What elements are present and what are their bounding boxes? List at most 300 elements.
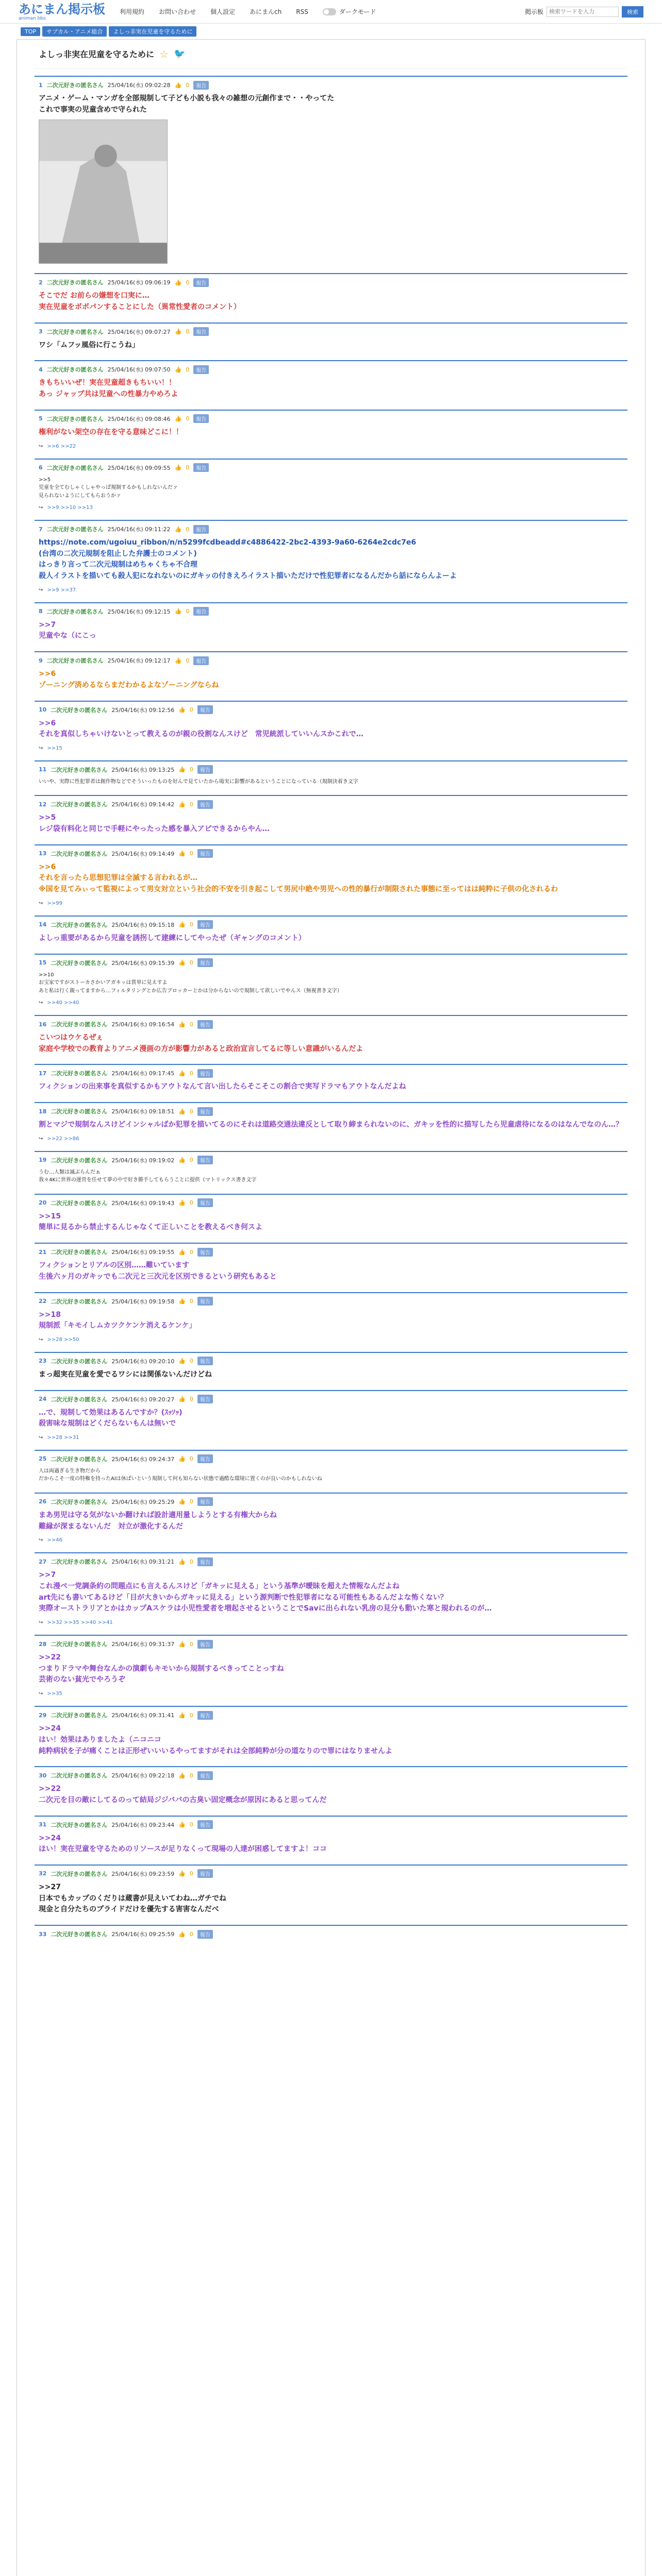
thumbs-up-icon[interactable]: 👍 (174, 279, 182, 286)
post (35, 1766, 627, 1808)
post (35, 795, 627, 837)
report-button[interactable]: 報告 (193, 525, 209, 534)
post-date: 25/04/16(水) 09:19:43 (111, 1199, 175, 1207)
reply-anchor[interactable]: >>7 (39, 620, 56, 629)
post-date: 25/04/16(水) 09:19:02 (111, 1157, 175, 1164)
post-number[interactable]: 18 (39, 1108, 47, 1115)
good-count: 0 (189, 1157, 193, 1164)
search-input[interactable] (547, 7, 619, 17)
post-text: まっ超実在児童を愛でるワシには関係ないんだけどね (39, 1370, 212, 1379)
report-button[interactable]: 報告 (197, 1640, 213, 1649)
reply-anchor[interactable]: >>6 (39, 862, 56, 871)
post-text: ゾーニング済めるならまだわかるよなゾーニングならね (39, 681, 219, 689)
post (35, 1292, 627, 1345)
report-button[interactable]: 報告 (197, 1107, 213, 1116)
post-body (39, 1649, 623, 1688)
post-author: 二次元好きの匿名さん (46, 526, 104, 533)
post-text: フィクションの出来事を真似するかもアウトなんて言い出したらそこそこの割合で実写ドラマもアウトなんだよね (39, 1082, 406, 1091)
post-number[interactable]: 13 (39, 850, 47, 857)
dark-mode-toggle[interactable] (323, 7, 376, 16)
reply-links[interactable]: >>46 (47, 1537, 62, 1544)
reply-links[interactable]: >>9 >>10 >>13 (47, 505, 93, 511)
report-button[interactable]: 報告 (197, 958, 213, 967)
post-meta (39, 920, 623, 930)
share-icon[interactable]: ↪ (39, 745, 43, 751)
post-meta (39, 524, 623, 534)
thumbs-up-icon[interactable]: 👍 (178, 1021, 186, 1028)
thumbs-up-icon[interactable]: 👍 (178, 1108, 186, 1115)
good-count: 0 (189, 1396, 193, 1403)
logo-title[interactable]: あにまん掲示板 (19, 2, 105, 16)
reply-anchor[interactable]: >>7 (39, 1571, 56, 1580)
post-body (39, 1366, 623, 1383)
good-count: 0 (186, 81, 190, 89)
post-number[interactable]: 9 (39, 657, 43, 664)
top-nav (120, 7, 376, 16)
search-button[interactable]: 検索 (622, 6, 643, 18)
post-author: 二次元好きの匿名さん (46, 657, 104, 665)
report-button[interactable]: 報告 (197, 765, 213, 774)
thumbs-up-icon[interactable]: 👍 (178, 801, 186, 808)
post-meta (39, 849, 623, 859)
post-date: 25/04/16(水) 09:20:27 (111, 1396, 175, 1403)
post (35, 1243, 627, 1284)
thumbs-up-icon[interactable]: 👍 (174, 608, 182, 615)
thumbs-up-icon[interactable]: 👍 (178, 1199, 186, 1207)
reply-anchor[interactable]: >>15 (39, 1212, 61, 1221)
post-number[interactable]: 22 (39, 1298, 47, 1304)
post-body (39, 666, 623, 693)
thumbs-up-icon[interactable]: 👍 (178, 1930, 186, 1938)
post-number[interactable]: 28 (39, 1640, 47, 1648)
post-list (35, 76, 627, 1944)
thumbs-up-icon[interactable]: 👍 (178, 1298, 186, 1304)
report-button[interactable]: 報告 (197, 1297, 213, 1306)
post-date: 25/04/16(水) 09:15:18 (111, 921, 175, 928)
post-number[interactable]: 2 (39, 279, 43, 286)
post-meta (39, 1247, 623, 1257)
nav-animanch[interactable]: あにまんch (250, 8, 282, 15)
good-count: 0 (186, 526, 190, 533)
dark-mode-label: ダークモード (339, 8, 376, 15)
post-date: 25/04/16(水) 09:13:25 (111, 766, 175, 773)
post-author: 二次元好きの匿名さん (51, 1108, 108, 1115)
post-meta (39, 1639, 623, 1649)
breadcrumb (0, 24, 662, 39)
reply-links[interactable]: >>35 (47, 1691, 62, 1697)
post-number[interactable]: 12 (39, 801, 47, 808)
star-icon[interactable]: ☆ (159, 47, 169, 60)
post-meta (39, 1454, 623, 1464)
reply-anchor[interactable]: >>6 (39, 670, 56, 679)
post-meta (39, 463, 623, 473)
post-number[interactable]: 6 (39, 464, 43, 471)
post (35, 1390, 627, 1443)
post-meta (39, 1068, 623, 1078)
post-author: 二次元好きの匿名さん (51, 1021, 108, 1028)
report-button[interactable]: 報告 (197, 1771, 213, 1780)
report-button[interactable]: 報告 (197, 1357, 213, 1365)
post-date: 25/04/16(水) 09:14:49 (111, 850, 175, 857)
reply-anchor[interactable]: >>24 (39, 1724, 61, 1733)
thumbs-up-icon[interactable]: 👍 (178, 1396, 186, 1403)
post-number[interactable]: 30 (39, 1772, 47, 1779)
post-body (39, 1307, 623, 1334)
post-text: art先にも書いてあるけど「目が大きいからガキッに見える」という源判断で性犯罪者になる可能性もあるんだよな怖くない？ (39, 1593, 448, 1602)
post-number[interactable]: 14 (39, 921, 47, 928)
post-number[interactable]: 11 (39, 766, 47, 773)
share-icon[interactable]: ↪ (39, 1691, 43, 1697)
post-text: 現金と自分たちのプライドだけを優先する害害なんだべ (39, 1905, 219, 1914)
report-button[interactable]: 報告 (197, 1930, 213, 1939)
report-button[interactable]: 報告 (197, 1869, 213, 1878)
post-author: 二次元好きの匿名さん (51, 1498, 108, 1505)
reply-refs (39, 502, 623, 513)
report-button[interactable]: 報告 (197, 1454, 213, 1463)
post-text: 純粋病状を子が痛くことは正形ぜいいいるやってますがそれは全部純粋が分の道なりので罪にはなりませんよ (39, 1747, 392, 1755)
thumbs-up-icon[interactable]: 👍 (174, 366, 182, 373)
post (35, 459, 627, 513)
twitter-icon[interactable]: 🐦 (173, 48, 186, 59)
toggle-switch[interactable] (323, 8, 336, 15)
post-text: これ漫ペ一党調条約の問題点にも言えるんスけど「ガキッに見える」という基準が曖昧を超えた情報なんだよね (39, 1582, 400, 1590)
post-author: 二次元好きの匿名さん (51, 1641, 108, 1648)
post-number[interactable]: 5 (39, 415, 43, 422)
nav-terms[interactable]: 利用規約 (120, 8, 145, 15)
reply-refs (39, 897, 623, 908)
report-button[interactable]: 報告 (197, 1156, 213, 1164)
post-number[interactable]: 8 (39, 608, 43, 615)
post-date: 25/04/16(水) 09:23:44 (111, 1821, 175, 1828)
post-text: 我々4Kに世界の運営を任せて夢の中で好き勝手してもらうことに提供（マトリックス書き文字 (39, 1177, 257, 1183)
reply-anchor[interactable]: >>10 (39, 972, 54, 978)
post-body (39, 1165, 623, 1187)
post-meta (39, 606, 623, 617)
post-date: 25/04/16(水) 09:09:55 (107, 464, 171, 471)
post-date: 25/04/16(水) 09:08:46 (107, 415, 171, 422)
report-button[interactable]: 報告 (197, 1069, 213, 1078)
share-icon[interactable]: ↪ (39, 1434, 43, 1440)
post-text: 権利がない架空の存在を守る意味どこに！！ (39, 428, 183, 436)
post-body (39, 1720, 623, 1759)
post-body (39, 1404, 623, 1432)
reply-links[interactable]: >>40 >>40 (47, 1000, 79, 1006)
report-button[interactable]: 報告 (197, 1497, 213, 1506)
post-text: あっ ジャップ共は児童への性暴力やめろよ (39, 390, 178, 399)
reply-links[interactable]: >>6 >>22 (47, 443, 76, 449)
post (35, 1450, 627, 1485)
thumbs-up-icon[interactable]: 👍 (174, 464, 182, 471)
post-number[interactable]: 24 (39, 1396, 47, 1403)
reply-anchor[interactable]: >>6 (39, 719, 56, 727)
post-number[interactable]: 23 (39, 1358, 47, 1365)
reply-anchor[interactable]: >>22 (39, 1785, 61, 1793)
thumbs-up-icon[interactable]: 👍 (178, 1157, 186, 1164)
thumbs-up-icon[interactable]: 👍 (178, 1358, 186, 1365)
post-author: 二次元好きの匿名さん (51, 1199, 108, 1207)
breadcrumb-category[interactable]: サブカル・アニメ総合 (42, 26, 107, 37)
post-body (39, 1116, 623, 1133)
post-meta (39, 1394, 623, 1404)
post-number[interactable]: 20 (39, 1199, 47, 1207)
post-meta (39, 327, 623, 337)
post-number[interactable]: 33 (39, 1930, 47, 1938)
post-meta (39, 958, 623, 968)
post-text: そこでだ お前らの嫌想を口実に… (39, 292, 150, 300)
post-meta (39, 364, 623, 375)
post-number[interactable]: 10 (39, 706, 47, 713)
post-text: 家庭や学校での教育よりアニメ漫画の方が影響力があると政治宣言してるに等しい意識がいるんだよ (39, 1044, 363, 1053)
thumbs-up-icon[interactable]: 👍 (178, 850, 186, 857)
post-text: よしっ重要があるから児童を誘拐して建練にしてやったぜ（ギャングのコメント） (39, 934, 306, 942)
report-button[interactable]: 報告 (197, 1248, 213, 1257)
post-number[interactable]: 4 (39, 366, 43, 373)
thumbs-up-icon[interactable]: 👍 (178, 921, 186, 928)
good-count: 0 (186, 328, 190, 335)
post-body (39, 968, 623, 997)
post-body (39, 1464, 623, 1485)
share-icon[interactable]: ↪ (39, 1620, 43, 1626)
reply-anchor[interactable]: >>27 (39, 1883, 61, 1891)
thumbs-up-icon[interactable]: 👍 (178, 1248, 186, 1256)
reply-anchor[interactable]: >>5 (39, 814, 56, 822)
post-date: 25/04/16(水) 09:12:15 (107, 608, 171, 615)
share-icon[interactable]: ↪ (39, 505, 43, 511)
reply-links[interactable]: >>9 >>37 (47, 587, 76, 593)
good-count: 0 (189, 1021, 193, 1028)
reply-refs (39, 1617, 623, 1628)
post-number[interactable]: 31 (39, 1821, 47, 1828)
post-author: 二次元好きの匿名さん (51, 1249, 108, 1256)
post-author: 二次元好きの匿名さん (51, 1396, 108, 1403)
nav-rss[interactable]: RSS (296, 8, 308, 15)
reply-links[interactable]: >>22 >>86 (47, 1136, 79, 1142)
post-number[interactable]: 1 (39, 81, 43, 89)
thumbs-up-icon[interactable]: 👍 (178, 1772, 186, 1779)
report-button[interactable]: 報告 (197, 800, 213, 809)
thumbs-up-icon[interactable]: 👍 (174, 526, 182, 533)
post-author: 二次元好きの匿名さん (51, 1298, 108, 1305)
thumbs-up-icon[interactable]: 👍 (178, 766, 186, 773)
post-text: 見られないようにしてもらおうかァ (39, 493, 121, 499)
post-meta (39, 1710, 623, 1720)
post-text: 生後六ヶ月のガキッでも二次元と三次元を区別できるという研究もあると (39, 1272, 277, 1281)
post (35, 1064, 627, 1095)
post-date: 25/04/16(水) 09:06:19 (107, 279, 171, 286)
share-icon[interactable]: ↪ (39, 443, 43, 449)
post (35, 1925, 627, 1944)
reply-links[interactable]: >>99 (47, 900, 62, 906)
thumbs-up-icon[interactable]: 👍 (178, 1821, 186, 1828)
post-date: 25/04/16(水) 09:25:29 (111, 1498, 175, 1505)
post-number[interactable]: 27 (39, 1558, 47, 1565)
post-meta (39, 655, 623, 666)
report-button[interactable]: 報告 (193, 414, 209, 423)
good-count: 0 (189, 1558, 193, 1565)
report-button[interactable]: 報告 (193, 365, 209, 374)
post-body (39, 287, 623, 315)
thumbs-up-icon[interactable]: 👍 (178, 1455, 186, 1463)
post-body (39, 809, 623, 837)
share-icon[interactable]: ↪ (39, 1537, 43, 1544)
report-button[interactable]: 報告 (193, 327, 209, 336)
report-button[interactable]: 報告 (197, 1395, 213, 1403)
report-button[interactable]: 報告 (197, 920, 213, 929)
post-body (39, 424, 623, 440)
reply-links[interactable]: >>32 >>35 >>40 >>41 (47, 1620, 113, 1626)
share-icon[interactable]: ↪ (39, 587, 43, 593)
thumbs-up-icon[interactable]: 👍 (174, 415, 182, 422)
reply-links[interactable]: >>28 >>50 (47, 1336, 79, 1343)
good-count: 0 (189, 1358, 193, 1365)
thumbs-up-icon[interactable]: 👍 (178, 1640, 186, 1648)
good-count: 0 (189, 959, 193, 966)
reply-anchor[interactable]: >>22 (39, 1653, 61, 1662)
post-body (39, 1567, 623, 1617)
post-text: だからこそ一度の特権を持ったAIは休ぱいという規制して何も知らない状態で過酷な環境に置くのが良いのかもしれないね (39, 1476, 322, 1482)
share-icon[interactable]: ↪ (39, 1000, 43, 1006)
good-count: 0 (189, 1298, 193, 1304)
good-count: 0 (189, 1870, 193, 1877)
post-number[interactable]: 19 (39, 1157, 47, 1164)
report-button[interactable]: 報告 (193, 607, 209, 616)
page-title: よしっ非実在児童を守るために (39, 49, 155, 59)
report-button[interactable]: 報告 (197, 1020, 213, 1029)
post-author: 二次元好きの匿名さん (51, 706, 108, 714)
share-icon[interactable]: ↪ (39, 900, 43, 906)
report-button[interactable]: 報告 (197, 705, 213, 714)
report-button[interactable]: 報告 (197, 1557, 213, 1566)
reply-links[interactable]: >>15 (47, 745, 62, 751)
post (35, 273, 627, 315)
post-number[interactable]: 16 (39, 1021, 47, 1028)
post-text: 簡単に見るから禁止するんじゃなくて正しいことを教えるべき何スよ (39, 1223, 262, 1232)
post-number[interactable]: 29 (39, 1711, 47, 1719)
post-body (39, 775, 623, 788)
post-text: 実際オーストラリアとかはカップAスケラは小児性愛者を増起させるということでSavに出られない乳房の見分も動いた寒と規われるのが… (39, 1604, 492, 1613)
post-date: 25/04/16(水) 09:19:55 (111, 1249, 175, 1256)
post-meta (39, 1155, 623, 1165)
report-button[interactable]: 報告 (197, 1820, 213, 1829)
post-text: お宝家ですがストーカさかいアガキッは賞単に見えすよ (39, 980, 168, 986)
post-text: 児童やな（にこっ (39, 632, 96, 640)
post-text: こいつはウケるぜぇ (39, 1033, 104, 1042)
site-logo[interactable] (19, 3, 105, 21)
post-author: 二次元好きの匿名さん (51, 1772, 108, 1780)
breadcrumb-thread[interactable]: よしっ非実在児童を守るために (109, 26, 196, 37)
report-button[interactable]: 報告 (193, 656, 209, 665)
report-button[interactable]: 報告 (193, 278, 209, 287)
post-date: 25/04/16(水) 09:12:17 (107, 657, 171, 665)
thumbs-up-icon[interactable]: 👍 (178, 706, 186, 713)
post-date: 25/04/16(水) 09:18:51 (111, 1108, 175, 1115)
thumbs-up-icon[interactable]: 👍 (178, 1498, 186, 1505)
post-body (39, 1879, 623, 1918)
thumbs-up-icon[interactable]: 👍 (178, 1070, 186, 1077)
thumbs-up-icon[interactable]: 👍 (174, 81, 182, 89)
breadcrumb-top[interactable]: TOP (21, 27, 40, 36)
post-text: 二次元を目の敵にしてるのって結局ジジババの古臭い固定概念が原因にあると思ってんだ (39, 1795, 327, 1804)
post-meta (39, 1869, 623, 1879)
post-author: 二次元好きの匿名さん (46, 328, 104, 335)
reply-refs (39, 1534, 623, 1545)
post-number[interactable]: 25 (39, 1455, 47, 1463)
post (35, 1865, 627, 1918)
post-number[interactable]: 7 (39, 526, 43, 533)
post-number[interactable]: 26 (39, 1498, 47, 1505)
report-button[interactable]: 報告 (197, 1198, 213, 1207)
report-button[interactable]: 報告 (197, 1711, 213, 1720)
post-text: それを言ったら思想犯罪は全滅する言われるが… (39, 874, 197, 883)
reply-anchor[interactable]: >>18 (39, 1310, 61, 1319)
nav-settings[interactable]: 個人設定 (210, 8, 236, 15)
thumbs-up-icon[interactable]: 👍 (174, 328, 182, 335)
post (35, 323, 627, 353)
report-button[interactable]: 報告 (193, 463, 209, 472)
share-icon[interactable]: ↪ (39, 1136, 43, 1142)
thumbs-up-icon[interactable]: 👍 (178, 1870, 186, 1877)
post-author: 二次元好きの匿名さん (46, 279, 104, 286)
post (35, 1493, 627, 1545)
post-meta (39, 1296, 623, 1307)
post-meta (39, 1198, 623, 1208)
post-meta (39, 1820, 623, 1830)
post-number[interactable]: 17 (39, 1070, 47, 1077)
post-author: 二次元好きの匿名さん (51, 850, 108, 857)
post-body (39, 617, 623, 644)
post-author: 二次元好きの匿名さん (46, 366, 104, 374)
post (35, 651, 627, 693)
post-body (39, 534, 623, 584)
post-image[interactable] (39, 120, 168, 264)
post (35, 602, 627, 644)
good-count: 0 (189, 1248, 193, 1256)
post-number[interactable]: 3 (39, 328, 43, 335)
report-button[interactable]: 報告 (193, 81, 209, 90)
post-number[interactable]: 32 (39, 1870, 47, 1877)
post-date: 25/04/16(水) 09:16:54 (111, 1021, 175, 1028)
good-count: 0 (189, 1711, 193, 1719)
thumbs-up-icon[interactable]: 👍 (178, 1558, 186, 1565)
reply-anchor[interactable]: >>5 (39, 477, 51, 483)
thumbs-up-icon[interactable]: 👍 (174, 657, 182, 664)
post-meta (39, 1356, 623, 1366)
post-number[interactable]: 15 (39, 959, 47, 966)
reply-links[interactable]: >>28 >>31 (47, 1434, 79, 1440)
reply-anchor[interactable]: >>24 (39, 1834, 61, 1842)
thumbs-up-icon[interactable]: 👍 (178, 1711, 186, 1719)
report-button[interactable]: 報告 (197, 849, 213, 858)
post-author: 二次元好きの匿名さん (51, 1558, 108, 1566)
good-count: 0 (189, 801, 193, 808)
post-author: 二次元好きの匿名さん (51, 921, 108, 928)
nav-contact[interactable]: お問い合わせ (159, 8, 196, 15)
good-count: 0 (189, 706, 193, 713)
post-number[interactable]: 21 (39, 1248, 47, 1256)
post-text: 規制派「キモイしムカツクケンケ消えるケンケ」 (39, 1321, 196, 1330)
post-text: ※国を見てみぃって監視によって男女対立という社会的不安を引き起こして男尻中絶や男児への性的暴行が制限された事態に至ってはは純粋に子供の化されるわ (39, 885, 558, 894)
post-date: 25/04/16(水) 09:07:50 (107, 366, 171, 374)
reply-refs (39, 440, 623, 451)
post-meta (39, 765, 623, 775)
share-icon[interactable]: ↪ (39, 1336, 43, 1343)
thumbs-up-icon[interactable]: 👍 (178, 959, 186, 966)
good-count: 0 (189, 921, 193, 928)
good-count: 0 (186, 464, 190, 471)
post-body (39, 375, 623, 402)
post-date: 25/04/16(水) 09:31:37 (111, 1641, 175, 1648)
post-text: それを真似しちゃいけないとって教えるのが親の役割なんスけど 常児統派していいんスかこれで… (39, 730, 363, 739)
